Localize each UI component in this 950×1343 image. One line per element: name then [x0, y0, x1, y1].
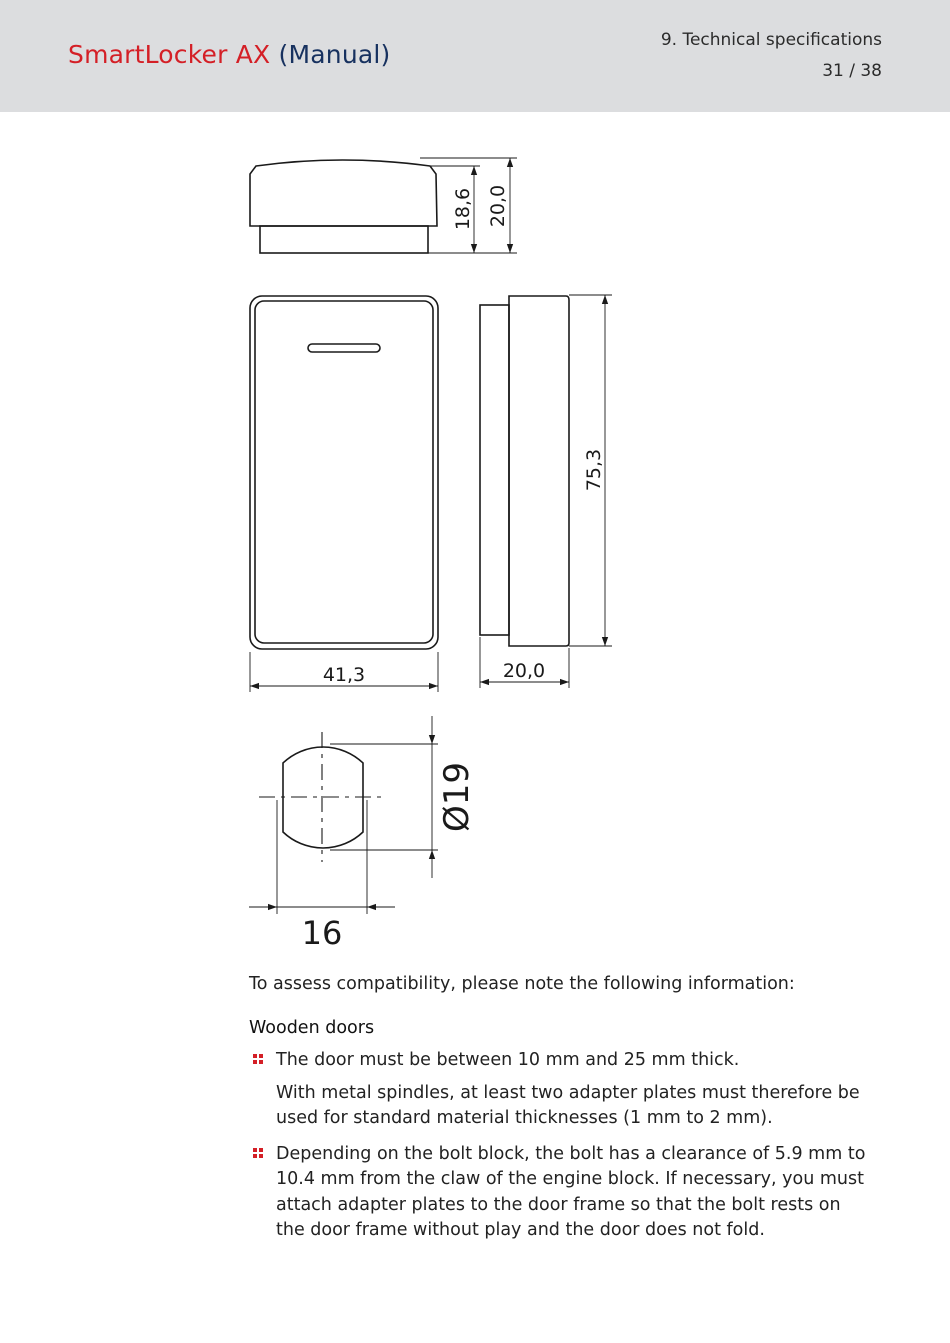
list-item-text: With metal spindles, at least two adapter plates must therefore be used for standard material thicknesses (1 mm to 2 mm). [276, 1082, 860, 1128]
dim-width: 41,3 [322, 664, 366, 686]
bullet-icon [253, 1054, 264, 1065]
page-number: 31 / 38 [822, 61, 882, 81]
list-item-text: The door must be between 10 mm and 25 mm thick. [276, 1050, 740, 1070]
cylinder-profile [249, 716, 438, 914]
dim-depth: 20,0 [502, 660, 546, 682]
brand-product: SmartLocker AX [68, 40, 271, 69]
dim-top-outer: 20,0 [487, 184, 509, 228]
list-item-text: Depending on the bolt block, the bolt has a clearance of 5.9 mm to 10.4 mm from the claw of the engine block. If necessary, you must attach adapter plates to the door frame so that the bolt rests on the door frame without play and the door does not fold. [276, 1143, 866, 1240]
top-view [250, 158, 517, 253]
dim-height: 75,3 [583, 448, 605, 492]
dim-cylinder-width: 16 [301, 914, 343, 952]
list-item [249, 1048, 869, 1132]
subheading-wooden-doors: Wooden doors [249, 1018, 375, 1038]
bullet-icon [253, 1148, 264, 1159]
requirements-list [249, 1048, 869, 1254]
front-view [250, 296, 438, 692]
section-title: 9. Technical specifications [660, 30, 882, 50]
list-item [249, 1142, 869, 1244]
intro-text: To assess compatibility, please note the following information: [249, 974, 795, 994]
dim-cylinder-diameter: Ø19 [437, 761, 477, 833]
brand-suffix: (Manual) [278, 40, 391, 69]
dim-top-inner: 18,6 [452, 187, 474, 231]
